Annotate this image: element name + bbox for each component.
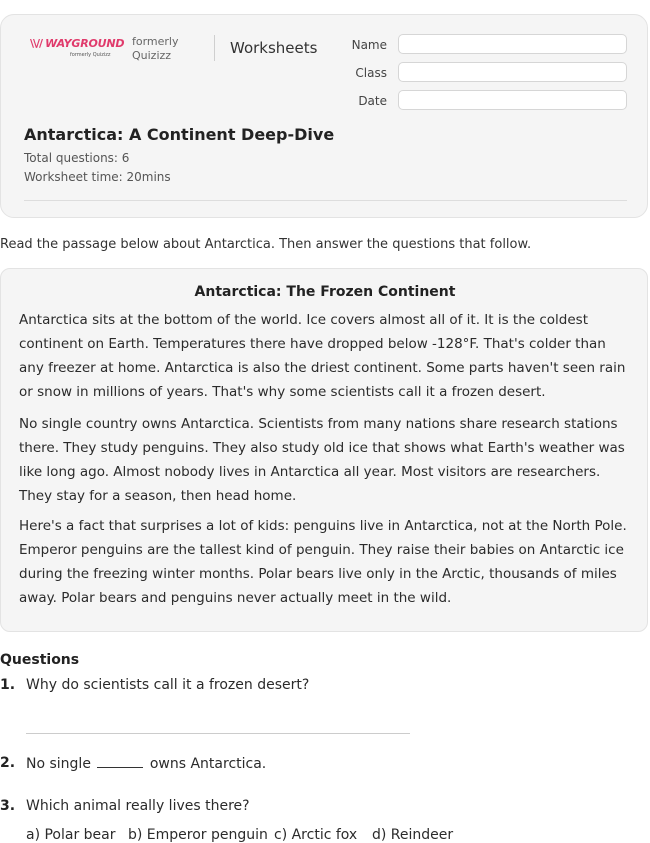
question-3-option-c: c) Arctic fox [274,827,358,843]
worksheet-header [0,14,648,218]
header-bottom-divider [24,200,627,201]
question-2-blank [97,755,143,768]
class-label: Class [355,66,387,80]
passage-title: Antarctica: The Frozen Continent [194,284,456,300]
total-questions: Total questions: 6 [24,151,130,165]
question-3-option-a: a) Polar bear [26,827,116,843]
wayground-logo [30,37,124,58]
question-3-option-d: d) Reindeer [372,827,454,843]
question-1-answer-line [26,733,410,734]
formerly-quizizz-note [132,35,179,63]
date-field[interactable] [398,90,627,110]
worksheet-title: Antarctica: A Continent Deep-Dive [24,125,335,144]
question-3-number: 3. [0,798,16,814]
passage-paragraph-1: Antarctica sits at the bottom of the world. Ice covers almost all of it. It is the coldest continent on Earth. Temperatures there have dropped below -128°F. That's colder than any freezer at home. Antarctica is also the driest continent. Some parts haven't seen rain or snow in millions of years. That's why some scientists call it a frozen desert. [19,312,626,400]
name-field[interactable] [398,34,627,54]
name-label: Name [351,38,387,52]
question-2-text-after: owns Antarctica. [149,756,267,772]
date-label: Date [358,94,387,108]
wayground-logo-icon: \\// [30,37,43,50]
worksheet-time: Worksheet time: 20mins [24,170,171,184]
formerly-line-1: formerly [132,35,179,48]
question-2-text-before: No single [26,756,91,772]
passage-paragraph-3: Here's a fact that surprises a lot of kids: penguins live in Antarctica, not at the North Pole. Emperor penguins are the tallest kind of penguin. They raise their babies on Antarctic ice during the freezing winter months. Polar bears live only in the Arctic, thousands of miles away. Polar bears and penguins never actually meet in the wild. [19,518,627,606]
formerly-line-2: Quizizz [132,49,172,62]
question-3-text: Which animal really lives there? [26,798,250,814]
instructions: Read the passage below about Antarctica. Then answer the questions that follow. [0,237,532,252]
questions-heading: Questions [0,652,80,668]
reading-passage [0,268,648,632]
logo-wordmark: WAYGROUND [45,37,125,50]
question-2-number: 2. [0,755,16,771]
header-divider [214,35,215,61]
question-1-text: Why do scientists call it a frozen desert? [26,677,310,693]
question-3-option-b: b) Emperor penguin [128,827,268,843]
class-field[interactable] [398,62,627,82]
section-label: Worksheets [230,39,318,57]
question-2-text [26,755,266,772]
question-1-number: 1. [0,677,16,693]
logo-subtitle: formerly Quizizz [70,52,111,58]
passage-paragraph-2: No single country owns Antarctica. Scientists from many nations share research stations there. They study penguins. They also study old ice that shows what Earth's weather was like long ago. Almost nobody lives in Antarctica all year. Most visitors are researchers. They stay for a season, then head home. [19,416,625,504]
